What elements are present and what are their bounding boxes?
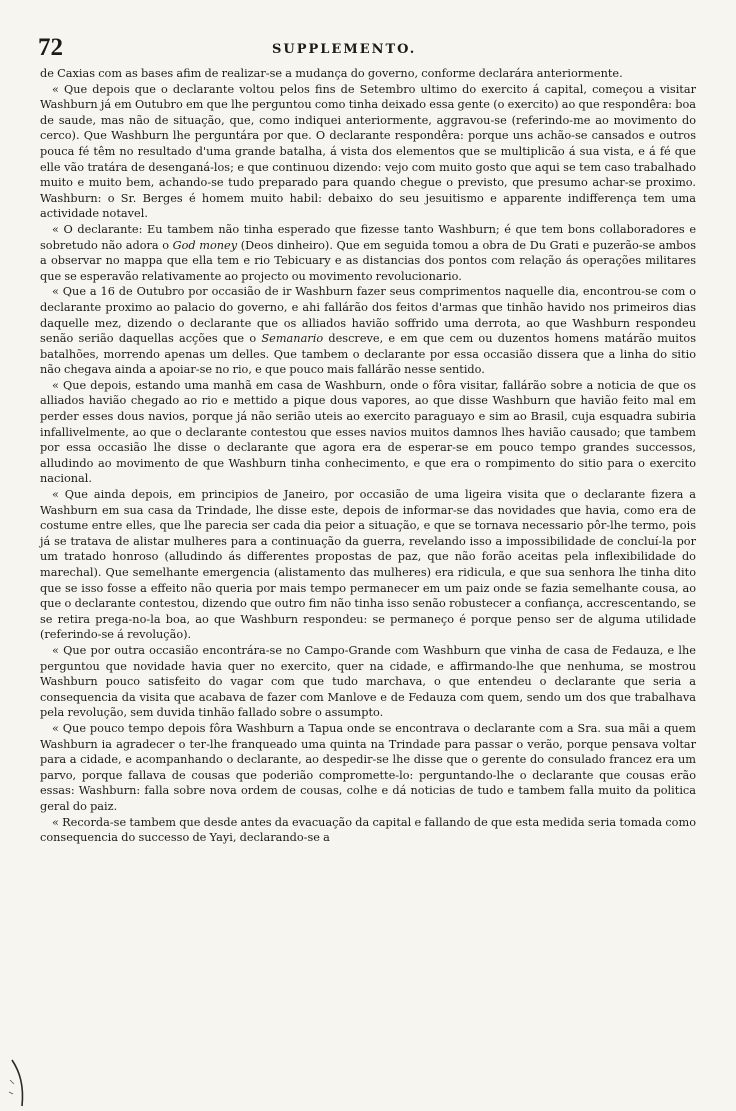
paragraph bbox=[40, 284, 696, 378]
paragraph-text: « O declarante: Eu tambem não tinha esperado que fizesse tanto Washburn; é que tem bons collaboradores e sobretudo não adora o bbox=[40, 222, 696, 252]
paragraph-text: « Recorda-se tambem que desde antes da evacuação da capital e fallando de que esta medida seria tomada como consequencia do successo de Yayi, declarando-se a bbox=[40, 815, 696, 845]
paragraph-text: « Que ainda depois, em principios de Janeiro, por occasião de uma ligeira visita que o declarante fizera a Washburn em sua casa da Trindade, lhe disse este, depois de informar-se das novidades que havia, como era de costume entre elles, que lhe parecia ser cada dia peior a situação, e que se tornava necessario pôr-lhe termo, pois já se tratava de alistar mulheres para a continuação da guerra, revelando isso a impossibilidade de concluí-la por um tratado honroso (alludindo ás differentes propostas de paz, que não forão aceitas pela inflexibilidade do marechal). Que semelhante emergencia (alistamento das mulheres) era ridicula, e que sua senhora lhe tinha dito que se isso fosse a effeito não queria por mais tempo permanecer em um paiz onde se fazia semelhante cousa, ao que o declarante contestou, dizendo que outro fim não tinha isso senão robustecer a confiança, accrescentando, se se retira prega-no-la boa, ao que Washburn respondeu: se permaneço é porque penso ser de alguma utilidade (referindo-se á revolução). bbox=[40, 488, 696, 642]
paragraph bbox=[40, 487, 696, 643]
paragraph bbox=[40, 82, 696, 222]
paragraph bbox=[40, 643, 696, 721]
paragraph-text: descreve, e em que cem ou duzentos homens matárão muitos batalhões, morrendo apenas um delles. Que tambem o declarante por essa occasião dissera que a linha do sitio não chegava ainda a apoiar-se no rio, e que pouco mais fallárão nesse sentido. bbox=[40, 332, 696, 377]
paragraph-text: « Que pouco tempo depois fôra Washburn a Tapua onde se encontrava o declarante com a Sra. sua mãi a quem Washburn ia agradecer o ter-lhe franqueado uma quinta na Trindade para passar o verão, porque pensava voltar para a cidade, e acompanhando o declarante, ao despedir-se lhe disse que o gerente do consulado francez era um parvo, porque fallava de cousas que poderião compromette-lo: perguntando-lhe o declarante que cousas erão essas: Washburn: falla sobre nova ordem de cousas, colhe e dá noticias de tudo e tambem falla muito da politica geral do paiz. bbox=[40, 721, 696, 813]
page-header bbox=[40, 34, 696, 64]
paragraph-text: (Deos dinheiro). Que em seguida tomou a obra de Du Grati e puzerão-se ambos a observar no mappa que ella tem e rio Tebicuary e as distancias dos pontos com relação ás operações militares que se esperavão relativamente ao projecto ou movimento revolucionario. bbox=[40, 238, 697, 283]
body-text bbox=[40, 66, 696, 846]
paragraph bbox=[40, 66, 696, 82]
paragraph-text: « Que depois que o declarante voltou pelos fins de Setembro ultimo do exercito á capital, começou a visitar Washburn já em Outubro em que lhe perguntou como tinha deixado essa gente (o exercito) ao que respondêra: boa de saude, mas não de situação, que, como indiquei anteriormente, aggravou-se (referindo-me ao movimento do cerco). Que Washburn lhe perguntára por que. O declarante respondêra: porque uns achão-se cansados e outros pouca fé têm no resultado d'uma grande batalha, á vista dos elementos que se multiplicão á sua vista, e á fé que elle vão tratára de desenganá-los; e que continuou dizendo: vejo com muito gosto que aqui se tem caso trabalhado muito e muito bem, achando-se tudo preparado para quando chegue o previsto, que presumo achar-se proximo. Washburn: o Sr. Berges é homem muito habil: debaixo do seu jesuitismo e apparente indifferença tem uma actividade notavel. bbox=[40, 82, 696, 221]
page-number: 72 bbox=[38, 34, 63, 61]
paragraph-text: « Que por outra occasião encontrára-se no Campo-Grande com Washburn que vinha de casa de Fedauza, e lhe perguntou que novidade havia quer no exercito, quer na cidade, e affirmando-lhe que nenhuma, se mostrou Washburn pouco satisfeito do vagar com que tudo marchava, o que entendeu o declarante que seria a consequencia da visita que acabava de fazer com Manlove e de Fedauza com quem, sendo um dos que trabalhava pela revolução, sem duvida tinhão fallado sobre o assumpto. bbox=[40, 643, 696, 720]
italic-phrase: Semanario bbox=[261, 332, 324, 346]
paragraph bbox=[40, 222, 696, 284]
paragraph bbox=[40, 721, 696, 815]
paragraph-text: de Caxias com as bases afim de realizar-se a mudança do governo, conforme declarára anteriormente. bbox=[40, 67, 623, 80]
running-title: SUPPLEMENTO. bbox=[272, 42, 417, 57]
paragraph-text: « Que depois, estando uma manhã em casa de Washburn, onde o fôra visitar, fallárão sobre a noticia de que os alliados havião chegado ao rio e mettido a pique dous vapores, ao que disse Washburn que havião feito mal em perder esses dous navios, porque já não serião uteis ao exercito paraguayo e sim ao Brasil, cuja esquadra subiria infallivelmente, ao que o declarante contestou que esses navios muitos damnos lhes havião causado; que tambem por essa occasião lhe disse o declarante que agora era de esperar-se em pouco tempo grandes successos, alludindo ao movimento de que Washburn tinha conhecimento, e que era o rompimento do sitio para o exercito nacional. bbox=[40, 378, 696, 486]
margin-pencil-mark bbox=[8, 1058, 30, 1108]
paragraph bbox=[40, 378, 696, 487]
paragraph-text: « Que a 16 de Outubro por occasião de ir Washburn fazer seus comprimentos naquelle dia, encontrou-se com o declarante proximo ao palacio do governo, e ahi fallárão dos feitos d'armas que tinhão havido nos primeiros dias daquelle mez, dizendo o declarante que os alliados havião soffrido uma derrota, ao que Washburn respondeu senão serião daquellas acções que o bbox=[40, 285, 696, 346]
italic-phrase: God money bbox=[172, 238, 238, 252]
book-page bbox=[40, 34, 696, 846]
paragraph bbox=[40, 815, 696, 846]
